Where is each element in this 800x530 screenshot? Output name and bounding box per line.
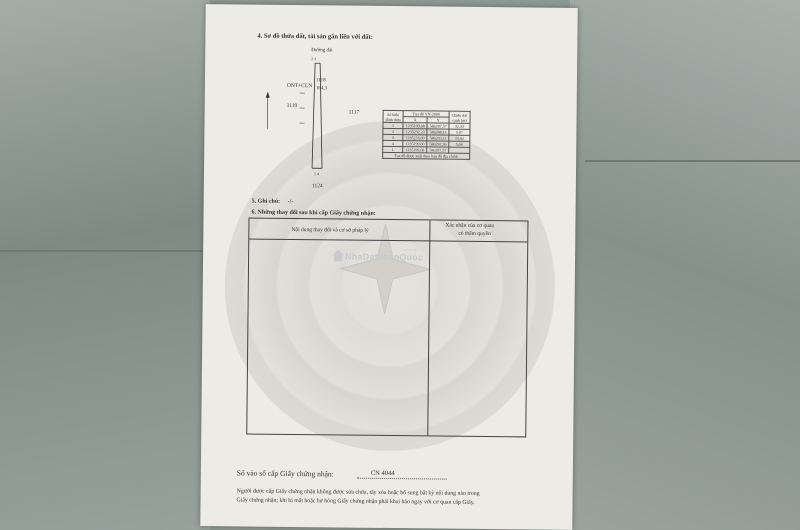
table-row: 3 1235233,00 586293,11 33,92 <box>383 134 470 141</box>
parcel-area: 164,3 <box>315 86 328 92</box>
table-row: 1 1235199,68 586287,57 <box>383 146 470 153</box>
parcel-number: 1118 <box>315 78 326 84</box>
tile-seam <box>0 250 205 252</box>
neighbor-parcel-bottom: 1124 <box>311 183 323 190</box>
house-logo-icon <box>331 248 345 262</box>
col-system-header: Tọa độ VN-2000 <box>403 111 449 117</box>
col-x-header: X <box>403 117 427 123</box>
col-length-header: Chiều dài cạnh (m) <box>449 111 470 123</box>
col-point-header: Số hiệu đỉnh thửa <box>383 110 403 122</box>
table-note: Tọa độ được xuất theo bản đồ địa chính <box>383 152 470 159</box>
register-label: Số vào sổ cấp Giấy chứng nhận: <box>236 468 334 479</box>
neighbor-parcel-left: 1119 <box>286 102 298 110</box>
table-row: 4 1235199,00 586292,36 5,04 <box>383 140 470 147</box>
footer-note-line2: Giấy chứng nhận; khi bị mất hoặc hư hỏng Giấy chứng nhận phải khai báo ngay với cơ quan cấp Giấy. <box>236 497 475 506</box>
table-row: 1 1235199,68 586287,57 32,33 <box>383 122 470 129</box>
neighbor-parcel-right: 1117 <box>348 109 360 116</box>
register-dotted-line <box>357 478 447 480</box>
coordinates-table <box>382 110 470 160</box>
parcel-diagram <box>284 53 355 184</box>
road-label: Đường đất <box>311 48 333 54</box>
section-6-title: 6. Những thay đổi sau khi cấp Giấy chứng nhận: <box>251 209 376 217</box>
north-arrow-icon <box>262 91 272 131</box>
watermark-brand: NhaDatToanQuoc <box>345 251 424 263</box>
bottom-points: 1 4 <box>313 171 319 177</box>
certificate-page <box>200 4 577 530</box>
section-5-title: 5. Ghi chú: <box>251 198 281 205</box>
changes-col2-header-line1: Xác nhận của cơ quan <box>445 222 495 230</box>
land-use-zone: ONT+CLN <box>286 82 313 90</box>
col-y-header: Y <box>427 117 449 123</box>
changes-col1-header: Nội dung thay đổi và cơ sở pháp lý <box>291 226 369 234</box>
register-value: CN 4044 <box>370 469 395 478</box>
road-points: 2 3 <box>311 56 317 62</box>
table-row: 2 1235232,23 586288,11 5,07 <box>383 128 470 135</box>
floor-tile-left <box>0 0 210 530</box>
floor-tile-right <box>570 0 800 530</box>
section-4-title: 4. Sơ đồ thửa đất, tài sản gắn liền với đất: <box>257 32 373 41</box>
changes-table <box>246 218 528 438</box>
tile-seam <box>585 160 800 162</box>
section-5-value: -/- <box>287 198 294 205</box>
footer-note-line1: Người được cấp Giấy chứng nhận không được sửa chữa, tẩy xóa hoặc bổ sung bất kỳ nội dung nào trong <box>236 488 480 497</box>
watermark-domain: .com.vn <box>403 247 418 253</box>
changes-col2-header-line2: có thẩm quyền <box>458 230 491 238</box>
